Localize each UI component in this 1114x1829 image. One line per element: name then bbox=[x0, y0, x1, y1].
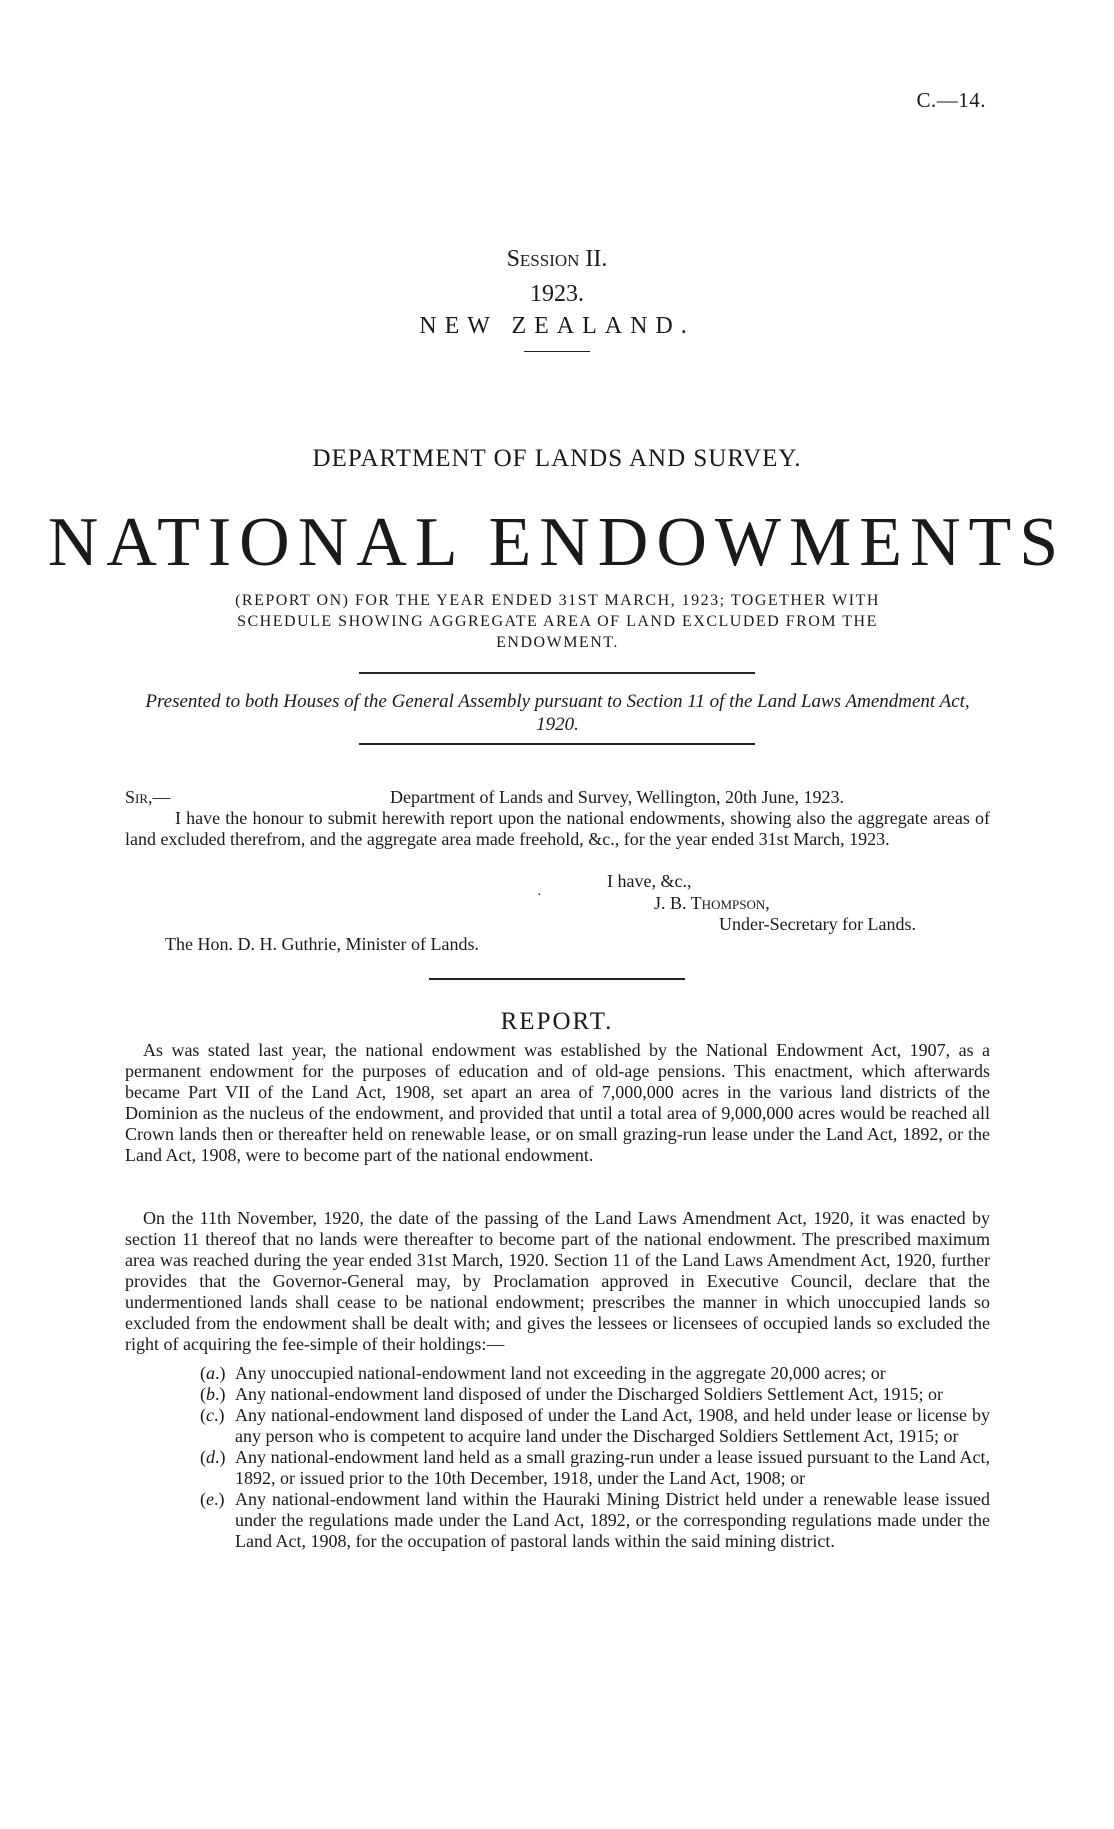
subtitle: (REPORT ON) FOR THE YEAR ENDED 31ST MARCH, 1923; TOGETHER WITH SCHEDULE SHOWING AGGREGATE AREA OF LAND EXCLUDED FROM THE ENDOWMENT. bbox=[235, 592, 880, 651]
report-heading: REPORT. bbox=[500, 1008, 614, 1035]
item-text: Any national-endowment land held as a small grazing-run under a lease issued pursuant to the Land Act, 1892, or issued prior to the 10th December, 1918, under the Land Act, 1908; or bbox=[235, 1447, 990, 1488]
ink-dot: · bbox=[537, 888, 542, 903]
addressee: The Hon. D. H. Guthrie, Minister of Lands. bbox=[165, 934, 479, 954]
divider bbox=[359, 672, 755, 674]
item-text: Any national-endowment land disposed of under the Discharged Soldiers Settlement Act, 1915; or bbox=[235, 1384, 944, 1404]
signatory: J. B. Thompson, bbox=[654, 893, 770, 913]
letter-body: I have the honour to submit herewith report upon the national endowments, showing also the aggregate areas of land excluded therefrom, and the aggregate area made freehold, &c., for the year ended 31st March, 1923. bbox=[125, 808, 990, 849]
presented-note: Presented to both Houses of the General Assembly pursuant to Section 11 of the Land Laws Amendment Act, 1920. bbox=[145, 691, 970, 735]
list-item bbox=[200, 1363, 990, 1384]
item-text: Any national-endowment land disposed of under the Land Act, 1908, and held under lease or license by any person who is competent to acquire land under the Discharged Soldiers Settlement Act, 1915; or bbox=[235, 1405, 990, 1446]
report-paragraph-1: As was stated last year, the national endowment was established by the National Endowment Act, 1907, as a permanent endowment for the purposes of education and of old-age pensions. This enactment, which afterwards became Part VII of the Land Act, 1908, set apart an area of 7,000,000 acres in the various land districts of the Dominion as the nucleus of the endowment, and provided that until a total area of 9,000,000 acres would be reached all Crown lands then or thereafter held on renewable lease, or on small grazing-run lease under the Land Act, 1892, or the Land Act, 1908, were to become part of the national endowment. bbox=[125, 1040, 990, 1165]
main-title: NATIONAL ENDOWMENTS bbox=[47, 504, 1067, 581]
item-text: Any national-endowment land within the Hauraki Mining District held under a renewable lease issued under the regulations made under the Land Act, 1892, or the corresponding regulations made under the Land Act, 1908, for the occupation of pastoral lands within the said mining district. bbox=[235, 1489, 990, 1551]
divider bbox=[359, 743, 755, 745]
item-label: (e.) bbox=[200, 1489, 225, 1509]
item-label: (c.) bbox=[200, 1405, 225, 1425]
list-item bbox=[200, 1384, 990, 1405]
item-label: (a.) bbox=[200, 1363, 226, 1383]
department-title: DEPARTMENT OF LANDS AND SURVEY. bbox=[312, 445, 802, 472]
document-reference: C.—14. bbox=[916, 88, 986, 112]
salutation-text: Sir,— bbox=[125, 787, 171, 807]
item-label: (d.) bbox=[200, 1447, 226, 1467]
item-label: (b.) bbox=[200, 1384, 226, 1404]
session-label: Session II. bbox=[506, 246, 608, 272]
divider bbox=[429, 978, 685, 980]
land-categories-list bbox=[200, 1363, 990, 1552]
list-item bbox=[200, 1447, 990, 1489]
report-paragraph-2: On the 11th November, 1920, the date of the passing of the Land Laws Amendment Act, 1920, it was enacted by section 11 thereof that no lands were thereafter to become part of the national endowment. The prescribed maximum area was reached during the year ended 31st March, 1920. Section 11 of the Land Laws Amendment Act, 1920, further provides that the Governor-General may, by Proclamation approved in Executive Council, declare that the undermentioned lands shall cease to be national endowment; prescribes the manner in which unoccupied lands so excluded from the endowment shall be dealt with; and gives the lessees or licensees of occupied lands so excluded the right of acquiring the fee-simple of their holdings:— bbox=[125, 1208, 990, 1354]
country-label: NEW ZEALAND. bbox=[419, 313, 695, 339]
salutation bbox=[125, 787, 171, 808]
year-label: 1923. bbox=[530, 281, 584, 307]
letter-closing: I have, &c., bbox=[607, 871, 692, 891]
list-item bbox=[200, 1489, 990, 1552]
divider bbox=[524, 351, 590, 352]
dateline: Department of Lands and Survey, Wellington, 20th June, 1923. bbox=[390, 787, 844, 807]
list-item bbox=[200, 1405, 990, 1447]
item-text: Any unoccupied national-endowment land not exceeding in the aggregate 20,000 acres; or bbox=[235, 1363, 886, 1383]
signatory-position: Under-Secretary for Lands. bbox=[719, 914, 917, 934]
